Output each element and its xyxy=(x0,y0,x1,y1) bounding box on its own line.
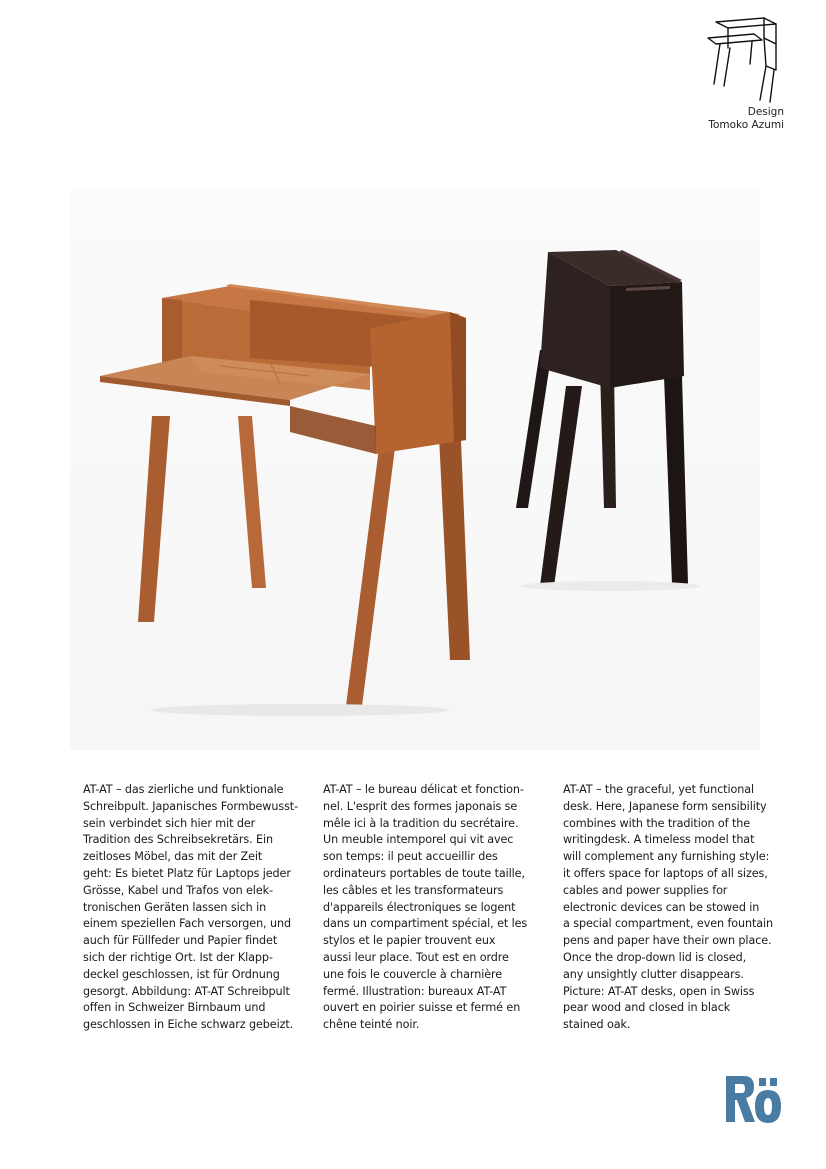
brand-logo xyxy=(724,1072,782,1124)
desk-line-drawing-icon xyxy=(700,14,784,104)
product-photo xyxy=(70,190,760,750)
designer-credit xyxy=(690,106,784,132)
description-french: AT-AT – le bureau délicat et fonction- nel. L'esprit des formes japonais se mêle ici à la tradition du secrétaire. Un meuble intemporel qui vit avec son temps: il peut accueillir des ordinateurs portables de toute taille, les câbles et les transformateurs d'appareils électroniques se logent dans un compartiment spécial, et les stylos et le papier trouvent eux aussi leur place. Tout est en ordre une fois le couvercle à charnière fermé. Illustration: bureaux AT-AT ouvert en poirier suisse et fermé en chêne teinté noir. xyxy=(323,783,528,1032)
description-german: AT-AT – das zierliche und funktionale Schreibpult. Japanisches Formbewusst- sein verbindet sich hier mit der Tradition des Schreibsekretärs. Ein zeitloses Möbel, das mit der Zeit geht: Es bietet Platz für Laptops jeder Grösse, Kabel und Trafos von elek- tronischen Geräten lassen sich in einem speziellen Fach versorgen, und auch für Füllfeder und Papier findet sich der richtige Ort. Ist der Klapp- deckel geschlossen, ist für Ordnung gesorgt. Abbildung: AT-AT Schreibpult offen in Schweizer Birnbaum und geschlossen in Eiche schwarz gebeizt. xyxy=(83,783,299,1032)
description-english: AT-AT – the graceful, yet functional desk. Here, Japanese form sensibility combines with the tradition of the writingdesk. A timeless model that will complement any furnishing style: it offers space for laptops of all sizes, cables and power supplies for electronic devices can be stowed in a special compartment, even fountain pens and paper have their own place. Once the drop-down lid is closed, any unsightly clutter disappears. Picture: AT-AT desks, open in Swiss pear wood and closed in black stained oak. xyxy=(563,783,774,1032)
designer-name: Tomoko Azumi xyxy=(708,119,784,131)
design-label: Design xyxy=(747,106,784,118)
